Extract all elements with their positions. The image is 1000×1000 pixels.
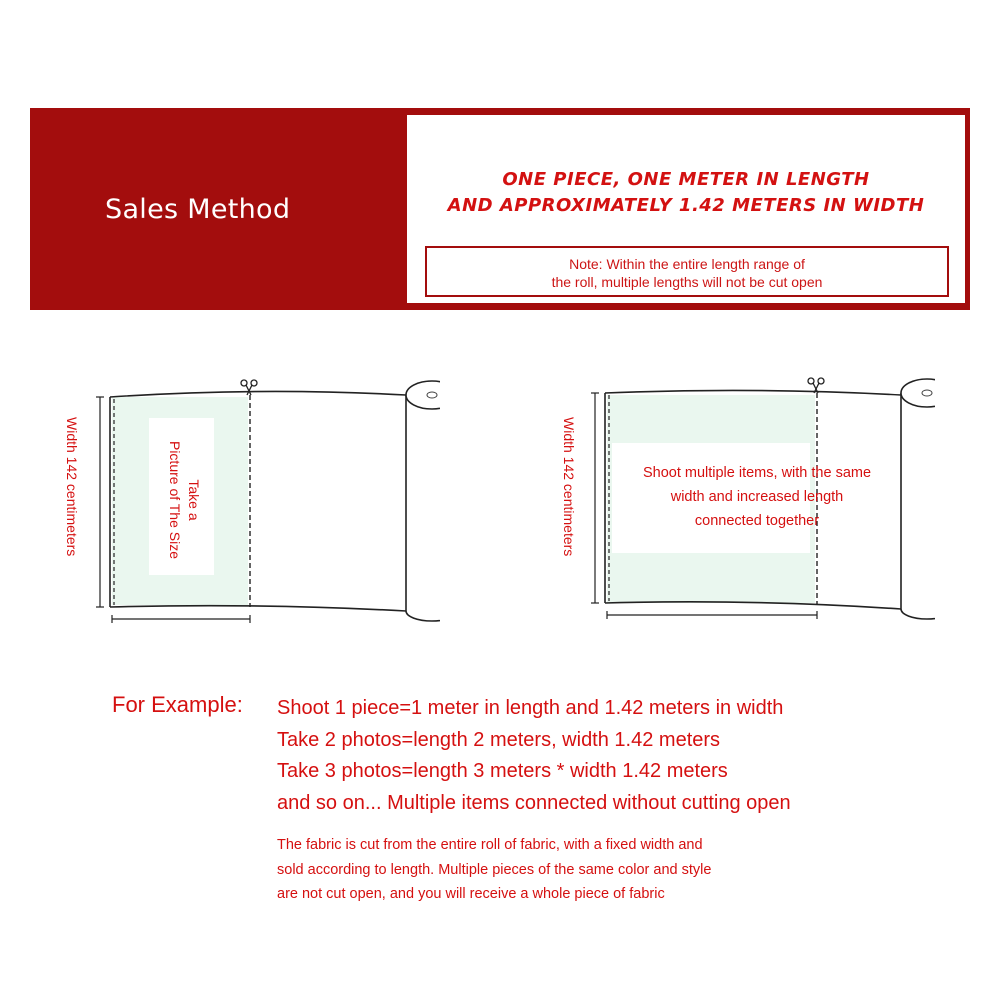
sales-method-banner (30, 108, 970, 310)
roll-cylinder (406, 395, 440, 619)
fabric-bottom-edge (110, 606, 406, 611)
size-card (149, 418, 214, 575)
example-lines (277, 693, 791, 819)
width-label: Width 142 centimeters (64, 417, 80, 557)
multiple-items-card (612, 443, 872, 553)
headline-line-1: ONE PIECE, ONE METER IN LENGTH (502, 169, 870, 190)
banner-headline (407, 167, 965, 219)
note-box (425, 246, 949, 297)
multiple-items-card-text (612, 461, 902, 533)
roll-cylinder (901, 393, 935, 617)
note-line-1: Note: Within the entire length range of (569, 256, 805, 272)
example-label: For Example: (112, 692, 243, 717)
example-line-2: Take 2 photos=length 2 meters, width 1.42 meters (277, 728, 721, 751)
fabric-roll-diagram-multiple (555, 375, 935, 635)
example-line-4: and so on... Multiple items connected without cutting open (277, 791, 791, 814)
footnote-line-3: are not cut open, and you will receive a whole piece of fabric (277, 886, 665, 902)
note-text (427, 255, 947, 291)
fabric-roll-diagram-single (60, 375, 440, 635)
size-card-line-1: Take a (186, 479, 202, 521)
fabric-top-edge (110, 391, 406, 397)
footnote (277, 833, 797, 907)
multiple-items-line-2: width and increased length (670, 489, 844, 505)
multiple-items-line-3: connected together (694, 513, 820, 529)
headline-line-2: AND APPROXIMATELY 1.42 METERS IN WIDTH (447, 195, 925, 216)
note-line-2: the roll, multiple lengths will not be cut open (551, 274, 823, 290)
footnote-line-2: sold according to length. Multiple pieces of the same color and style (277, 861, 712, 878)
size-card-line-2: Picture of The Size (167, 440, 183, 560)
banner-panel (407, 115, 965, 303)
size-card-text (165, 430, 203, 570)
footnote-line-1: The fabric is cut from the entire roll of fabric, with a fixed width and (277, 837, 703, 853)
multiple-items-line-1: Shoot multiple items, with the same (642, 465, 872, 481)
example-line-1: Shoot 1 piece=1 meter in length and 1.42 meters in width (277, 697, 784, 719)
example-line-3: Take 3 photos=length 3 meters * width 1.42 meters (277, 760, 728, 782)
fabric-top-edge (605, 390, 901, 395)
width-label: Width 142 centimeters (561, 417, 577, 557)
scissors-icon (241, 380, 257, 395)
banner-title: Sales Method (105, 194, 291, 225)
fabric-roll-illustration-single (60, 375, 440, 635)
